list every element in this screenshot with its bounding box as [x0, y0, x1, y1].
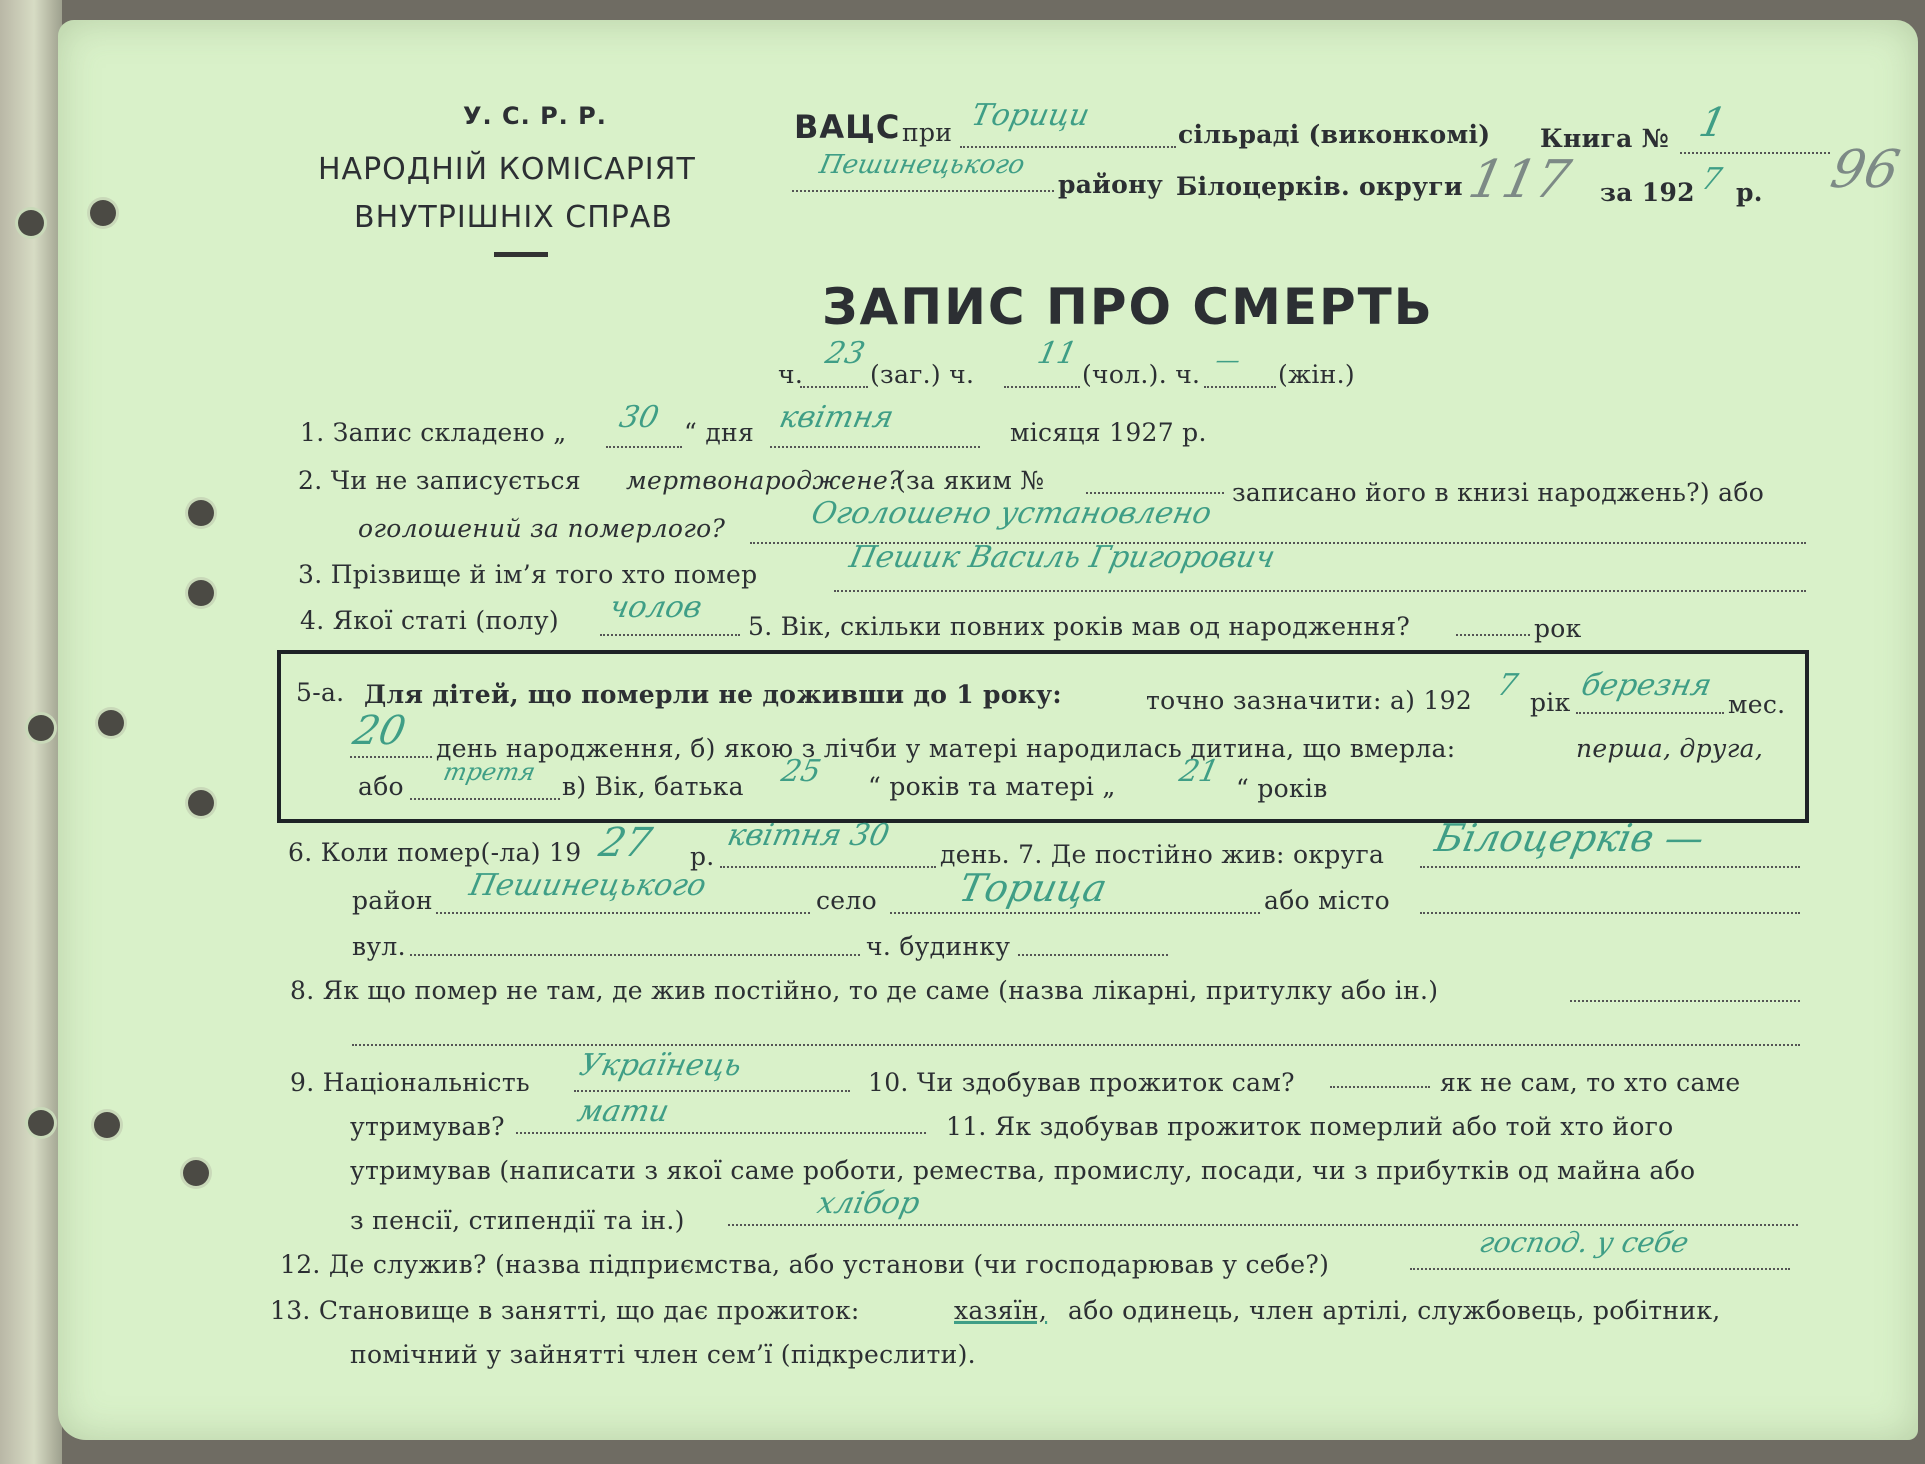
- male-dots: [1004, 386, 1080, 388]
- box5a-line1-b: рік: [1530, 688, 1571, 717]
- total-label: (заг.) ч.: [870, 360, 975, 389]
- box5a-day-dots: [350, 756, 432, 758]
- village-dots: [960, 146, 1176, 148]
- silradi-label: сільраді (виконкомі): [1178, 120, 1491, 149]
- item7-okruha-dots: [1420, 866, 1800, 868]
- item2-line1-b: мертвонароджене?: [626, 466, 902, 495]
- year-digit-handwritten: 7: [1698, 162, 1725, 197]
- binder-hole: [188, 580, 214, 606]
- item6-c: день. 7. Де постійно жив: округа: [940, 840, 1385, 869]
- village-handwritten: Торици: [968, 98, 1093, 133]
- republic-label: У. С. Р. Р.: [463, 102, 607, 130]
- item11-f: утримував (написати з якої саме роботи, ремества, промислу, посади, чи з прибутків од майна або: [350, 1156, 1696, 1185]
- item5-end: рок: [1534, 614, 1582, 643]
- item12-handwritten: господ. у себе: [1476, 1226, 1692, 1259]
- item1-month-handwritten: квітня: [776, 400, 897, 435]
- item6-b: р.: [690, 842, 715, 871]
- male-number-handwritten: 11: [1034, 336, 1080, 371]
- item7-house-label: ч. будинку: [866, 932, 1011, 961]
- item7-misto-label: або місто: [1264, 886, 1390, 915]
- box5a-line1-a: точно зазначити: а) 192: [1146, 686, 1473, 715]
- item10-c: як не сам, то хто саме: [1440, 1068, 1741, 1097]
- box5a-day-handwritten: 20: [349, 708, 410, 754]
- item1-end: місяця 1927 р.: [1010, 418, 1207, 447]
- item7-selo-label: село: [816, 886, 877, 915]
- item9-nationality-handwritten: Українець: [576, 1048, 745, 1083]
- box5a-line2-a: день народження, б) якою з лічби у матері народилась дитина, що вмерла:: [436, 734, 1456, 763]
- item13-a: 13. Становище в занятті, що дає прожиток:: [270, 1296, 860, 1325]
- item13-b: або одинець, член артілі, службовець, робітник,: [1068, 1296, 1721, 1325]
- book-label: Книга №: [1540, 124, 1670, 153]
- ministry-line1: НАРОДНІЙ КОМІСАРІЯТ: [318, 152, 696, 187]
- box5a-number: 5-а.: [296, 678, 345, 707]
- item10-b: 10. Чи здобував прожиток сам?: [868, 1068, 1295, 1097]
- item1-label: 1. Запис складено „: [300, 418, 567, 447]
- ministry-line2: ВНУТРІШНІХ СПРАВ: [354, 200, 673, 235]
- raion-dots: [792, 190, 1054, 192]
- item11-g: з пенсії, стипендії та ін.): [350, 1206, 685, 1235]
- item3-label: 3. Прізвище й ім’я того хто помер: [298, 560, 758, 589]
- book-number-handwritten: 1: [1695, 100, 1731, 146]
- item8-text: 8. Як що помер не там, де жив постійно, то де саме (назва лікарні, притулку або ін.): [290, 976, 1439, 1005]
- item4-dots: [600, 634, 740, 636]
- total-dots: [800, 386, 868, 388]
- item4-label: 4. Якої статі (полу): [300, 606, 559, 635]
- item12-dots: [1410, 1268, 1790, 1270]
- binder-hole: [18, 210, 44, 236]
- header-divider: [494, 252, 548, 257]
- item7-raion-label: район: [352, 886, 433, 915]
- okruha-label: Білоцерків. округи: [1176, 172, 1463, 201]
- female-dots: [1204, 386, 1276, 388]
- box5a-bold: Для дітей, що померли не доживши до 1 року:: [364, 680, 1062, 709]
- ch-label: ч.: [778, 360, 804, 389]
- item13-underlined: хазяїн,: [954, 1296, 1048, 1325]
- pry-label: при: [902, 118, 953, 147]
- box5a-line3-d: “ років: [1236, 774, 1328, 803]
- total-number-handwritten: 23: [822, 336, 868, 371]
- box5a-mother-handwritten: 21: [1176, 754, 1222, 789]
- item2-line2-a: оголошений за померлого?: [358, 514, 726, 543]
- binder-hole: [28, 1110, 54, 1136]
- box5a-line3-a: або: [358, 772, 404, 801]
- pencil-page-number: 96: [1825, 140, 1905, 200]
- item7-misto-dots: [1420, 912, 1800, 914]
- item6-a: 6. Коли помер(-ла) 19: [288, 838, 582, 867]
- item7-raion-handwritten: Пешинецького: [466, 868, 710, 903]
- binder-hole: [28, 715, 54, 741]
- box5a-line3-c: “ років та матері „: [868, 772, 1116, 801]
- item7-selo-dots: [890, 912, 1260, 914]
- item6-date-dots: [720, 866, 936, 868]
- item3-dots: [834, 590, 1806, 592]
- item2-line1-a: 2. Чи не записується: [298, 466, 581, 495]
- za-label: за 192: [1600, 178, 1695, 207]
- item7-vul-label: вул.: [352, 932, 406, 961]
- box5a-year-handwritten: 7: [1494, 668, 1521, 703]
- item7-vul-dots: [410, 954, 860, 956]
- box5a-order-handwritten: третя: [441, 758, 538, 786]
- item11-e: 11. Як здобував прожиток померлий або той хто його: [946, 1112, 1674, 1141]
- item9-a: 9. Національність: [290, 1068, 530, 1097]
- item9-dots: [574, 1090, 850, 1092]
- box5a-father-handwritten: 25: [778, 754, 824, 789]
- binder-hole: [188, 790, 214, 816]
- box5a-order-dots: [410, 798, 560, 800]
- item2-line1-c: (за яким №: [896, 466, 1045, 495]
- item3-handwritten: Пешик Василь Григорович: [846, 540, 1279, 575]
- item7-raion-dots: [436, 912, 810, 914]
- male-label: (чол.). ч.: [1082, 360, 1201, 389]
- item2-line1-d: записано його в книзі народжень?) або: [1232, 478, 1765, 507]
- raion-label: району: [1058, 170, 1163, 199]
- box5a-line2-b: перша, друга,: [1576, 734, 1764, 763]
- item6-year-handwritten: 27: [595, 820, 656, 866]
- item4-handwritten: чолов: [606, 590, 706, 625]
- box5a-month-handwritten: березня: [1578, 668, 1715, 703]
- item5-label: 5. Вік, скільки повних років мав од народження?: [748, 612, 1411, 641]
- binder-hole: [98, 710, 124, 736]
- r-label: р.: [1736, 178, 1763, 207]
- zags-label: ВАЦС: [794, 108, 901, 146]
- item1-mid: “ дня: [684, 418, 755, 447]
- item13-c: помічний у зайнятті член сем’ї (підкреслити).: [350, 1340, 976, 1369]
- female-label: (жін.): [1278, 360, 1355, 389]
- page-title: ЗАПИС ПРО СМЕРТЬ: [822, 278, 1434, 336]
- box5a-line1-c: мес.: [1728, 690, 1786, 719]
- item1-day-handwritten: 30: [616, 400, 662, 435]
- item7-house-dots: [1018, 954, 1168, 956]
- item7-okruha-handwritten: Білоцерків —: [1431, 816, 1709, 860]
- item8-dots-2: [352, 1044, 1800, 1046]
- item10-d: утримував?: [350, 1112, 505, 1141]
- book-dots: [1680, 152, 1830, 154]
- box5a-month-dots: [1576, 712, 1724, 714]
- item7-selo-handwritten: Торица: [955, 866, 1111, 910]
- item1-day-dots: [606, 446, 682, 448]
- binder-hole: [183, 1160, 209, 1186]
- item10-dots: [1330, 1086, 1430, 1088]
- binder-hole: [188, 500, 214, 526]
- item2-number-dots: [1086, 492, 1224, 494]
- item8-dots-1: [1570, 1000, 1800, 1002]
- item10-supporter-handwritten: мати: [574, 1094, 673, 1129]
- pencil-mark: 117: [1463, 150, 1576, 210]
- raion-handwritten: Пешинецького: [816, 150, 1028, 180]
- item11-work-handwritten: хлібор: [814, 1186, 923, 1221]
- item6-date-handwritten: квітня 30: [724, 818, 893, 853]
- item2-handwritten: Оголошено установлено: [808, 496, 1215, 531]
- item10-supporter-dots: [516, 1132, 926, 1134]
- item12-text: 12. Де служив? (назва підприємства, або установи (чи господарював у себе?): [280, 1250, 1330, 1279]
- box5a-line3-b: в) Вік, батька: [562, 772, 744, 801]
- item1-month-dots: [770, 446, 980, 448]
- binder-hole: [94, 1112, 120, 1138]
- female-number-handwritten: —: [1213, 346, 1243, 374]
- binder-hole: [90, 200, 116, 226]
- item5-dots: [1456, 634, 1530, 636]
